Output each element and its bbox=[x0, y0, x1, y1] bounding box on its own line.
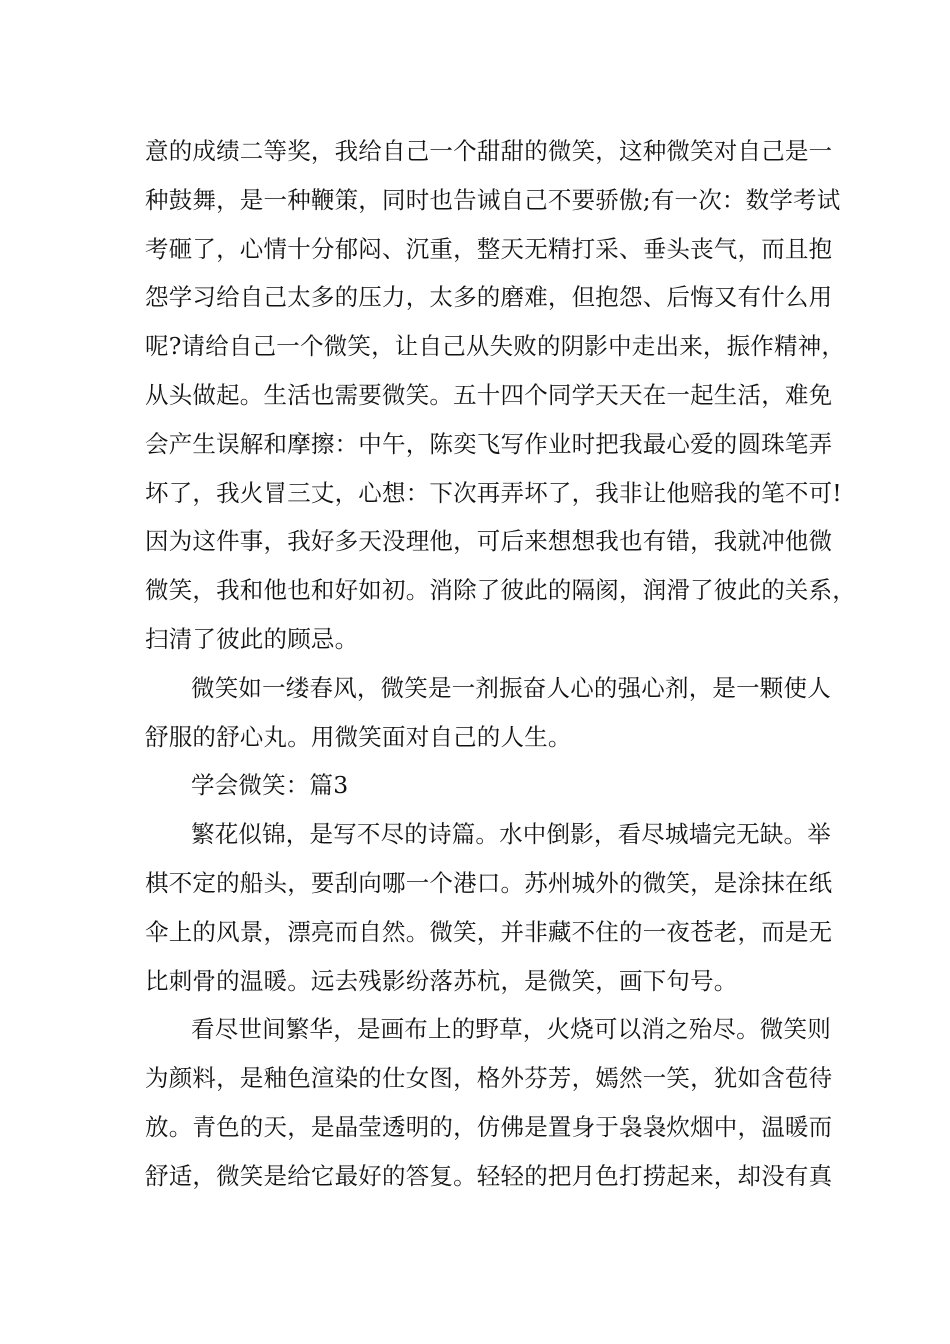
text-line: 舒服的舒心丸。用微笑面对自己的人生。 bbox=[145, 722, 572, 751]
text-line: 舒适，微笑是给它最好的答复。轻轻的把月色打捞起来，却没有真 bbox=[145, 1161, 833, 1190]
text-line: 考砸了，心情十分郁闷、沉重，整天无精打采、垂头丧气，而且抱 bbox=[145, 234, 833, 263]
text-line: 怨学习给自己太多的压力，太多的磨难，但抱怨、后悔又有什么用 bbox=[145, 283, 833, 312]
text-line: 会产生误解和摩擦：中午，陈奕飞写作业时把我最心爱的圆珠笔弄 bbox=[145, 429, 833, 458]
text-line: 呢?请给自己一个微笑，让自己从失败的阴影中走出来，振作精神， bbox=[145, 332, 846, 361]
text-line: 为颜料，是釉色渲染的仕女图，格外芬芳，嫣然一笑，犹如含苞待 bbox=[145, 1064, 833, 1093]
text-line: 意的成绩二等奖，我给自己一个甜甜的微笑，这种微笑对自己是一 bbox=[145, 137, 833, 165]
text-line: 伞上的风景，漂亮而自然。微笑，并非藏不住的一夜苍老，而是无 bbox=[145, 917, 833, 946]
paragraph-start: 繁花似锦，是写不尽的诗篇。水中倒影，看尽城墙完无缺。举 bbox=[191, 820, 831, 849]
document-page bbox=[145, 127, 856, 1201]
text-line: 微笑，我和他也和好如初。消除了彼此的隔阂，润滑了彼此的关系， bbox=[145, 576, 856, 605]
paragraph-start: 看尽世间繁华，是画布上的野草，火烧可以消之殆尽。微笑则 bbox=[191, 1015, 831, 1044]
text-line: 扫清了彼此的顾忌。 bbox=[145, 624, 359, 653]
text-line: 因为这件事，我好多天没理他，可后来想想我也有错，我就冲他微 bbox=[145, 527, 833, 556]
text-line: 比刺骨的温暖。远去残影纷落苏杭，是微笑，画下句号。 bbox=[145, 966, 738, 995]
text-line: 种鼓舞，是一种鞭策，同时也告诫自己不要骄傲;有一次：数学考试 bbox=[145, 185, 841, 214]
text-line: 坏了，我火冒三丈，心想：下次再弄坏了，我非让他赔我的笔不可! bbox=[145, 478, 842, 507]
text-line: 棋不定的船头，要刮向哪一个港口。苏州城外的微笑，是涂抹在纸 bbox=[145, 868, 833, 897]
paragraph-start: 微笑如一缕春风，微笑是一剂振奋人心的强心剂，是一颗使人 bbox=[191, 673, 831, 702]
section-heading: 学会微笑：篇3 bbox=[191, 771, 349, 800]
text-line: 放。青色的天，是晶莹透明的，仿佛是置身于袅袅炊烟中，温暖而 bbox=[145, 1112, 833, 1141]
text-line: 从头做起。生活也需要微笑。五十四个同学天天在一起生活，难免 bbox=[145, 380, 833, 409]
